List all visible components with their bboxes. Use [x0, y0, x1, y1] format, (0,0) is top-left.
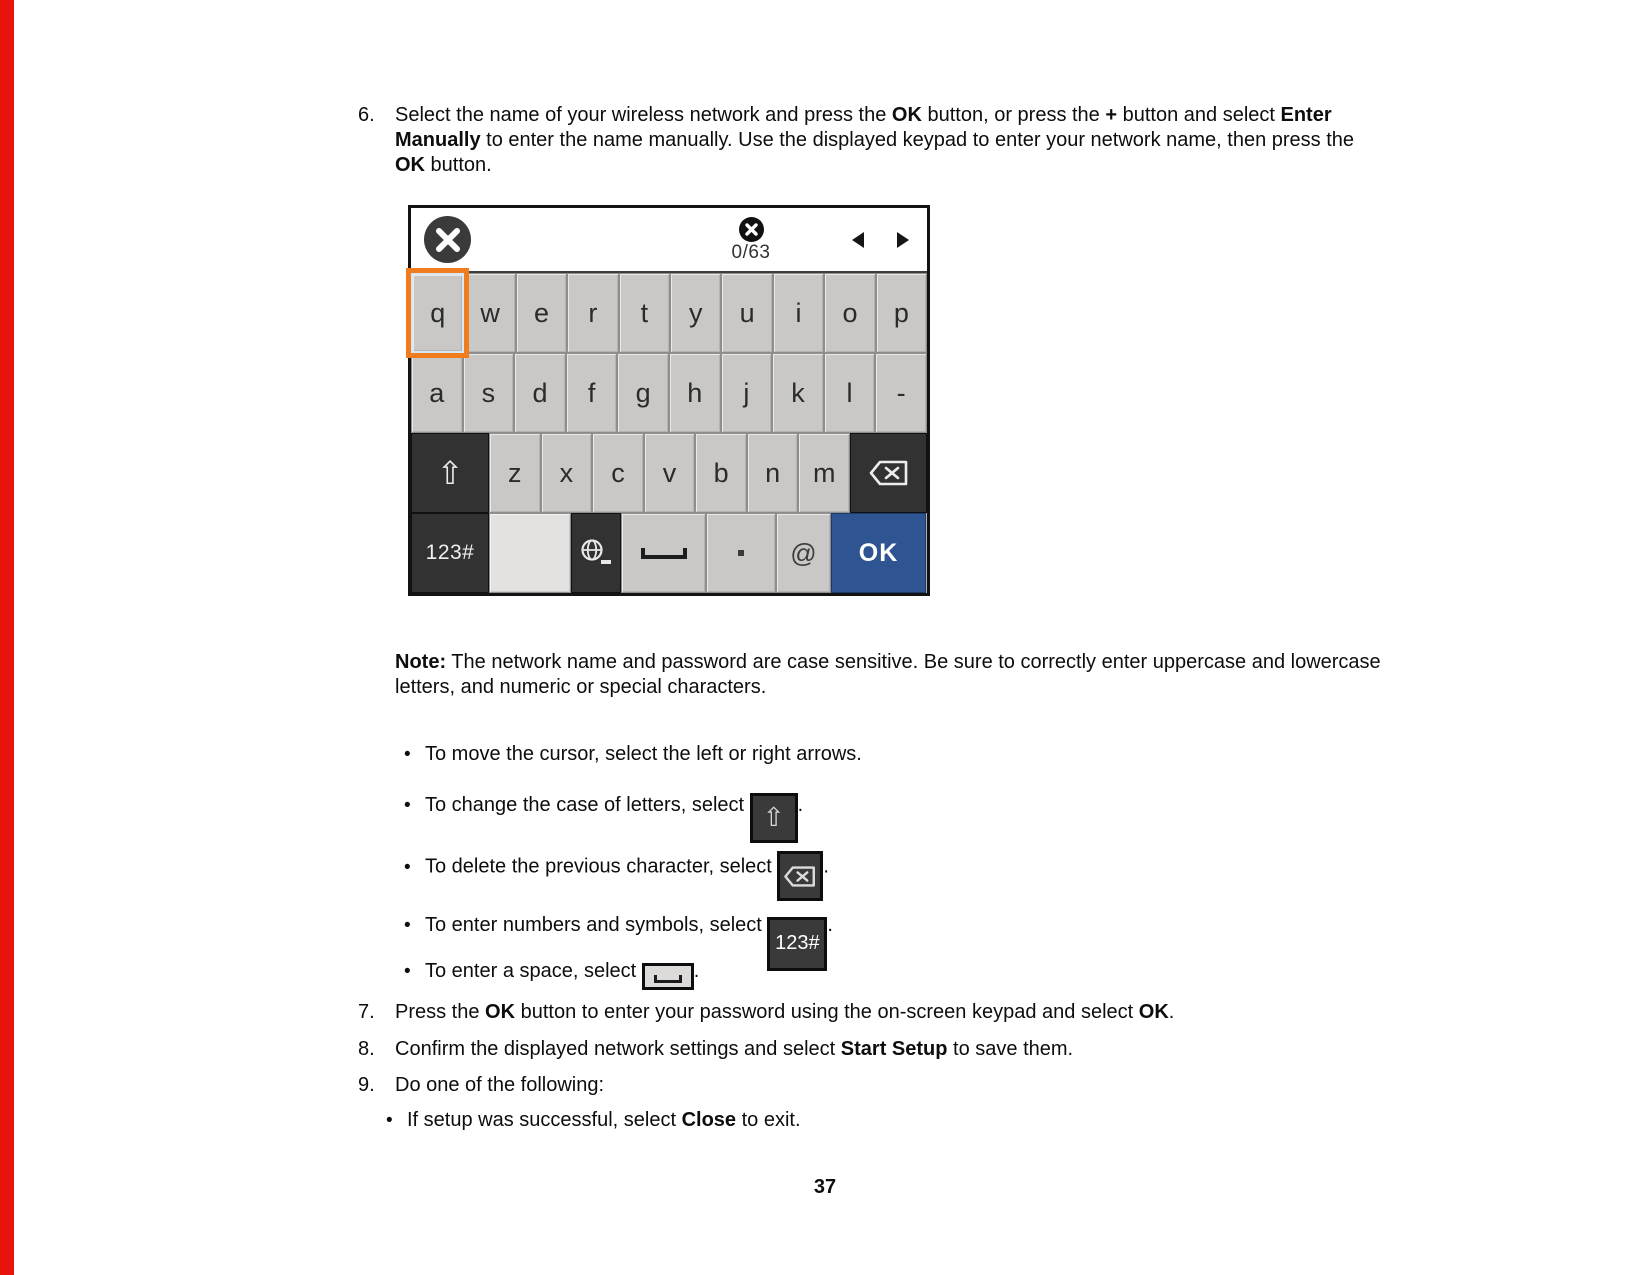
step-9: 9. Do one of the following: — [358, 1074, 605, 1096]
key-x[interactable]: x — [541, 433, 593, 513]
backspace-icon — [868, 459, 910, 487]
shift-key[interactable] — [411, 433, 489, 513]
ok-key[interactable]: OK — [831, 513, 926, 593]
key-w[interactable]: w — [464, 273, 515, 353]
cursor-left-icon[interactable] — [852, 232, 864, 248]
shift-icon: ⇧ — [436, 454, 464, 492]
key-v[interactable]: v — [644, 433, 696, 513]
globe-icon — [579, 538, 613, 568]
close-icon[interactable] — [424, 216, 471, 263]
backspace-key[interactable] — [850, 433, 927, 513]
char-counter: 0/63 — [731, 242, 771, 263]
key-row-1 — [411, 273, 927, 353]
page-number: 37 — [813, 1176, 837, 1198]
numbers-key[interactable]: 123# — [411, 513, 489, 593]
key-e[interactable]: e — [516, 273, 567, 353]
cursor-right-icon[interactable] — [897, 232, 909, 248]
key--[interactable]: - — [875, 353, 927, 433]
key-c[interactable]: c — [592, 433, 644, 513]
bullet-setup-successful: • If setup was successful, select Close to exit. — [386, 1108, 801, 1133]
key-a[interactable]: a — [411, 353, 463, 433]
step-9-number: 9. — [358, 1074, 375, 1096]
space-key[interactable] — [621, 513, 706, 593]
key-row-3 — [411, 433, 927, 513]
key-y[interactable]: y — [670, 273, 721, 353]
space-key-icon[interactable] — [642, 963, 694, 990]
step-8: 8. Confirm the displayed network settings and select Start Setup to save them. — [358, 1038, 1074, 1060]
key-b[interactable]: b — [695, 433, 747, 513]
space-glyph-icon — [654, 975, 682, 983]
period-dot-icon — [738, 550, 744, 556]
period-key[interactable] — [706, 513, 776, 593]
note-paragraph: Note: The network name and password are case sensitive. Be sure to correctly enter uppercase and lowercase letters, and numeric or special characters. — [395, 651, 1381, 698]
bullet-move-cursor: • To move the cursor, select the left or right arrows. — [404, 742, 862, 767]
key-r[interactable]: r — [567, 273, 618, 353]
at-key[interactable]: @ — [776, 513, 831, 593]
key-z[interactable]: z — [489, 433, 541, 513]
step-6-number: 6. — [358, 104, 375, 126]
key-row-2 — [411, 353, 927, 433]
key-t[interactable]: t — [619, 273, 670, 353]
key-l[interactable]: l — [824, 353, 876, 433]
lcd-keypad-screenshot — [408, 205, 930, 596]
step-6-text: Select the name of your wireless network and press the OK button, or press the + button and select Enter Manually to enter the name manually. Use the displayed keypad to enter your network name, then press the OK button. — [395, 104, 1355, 176]
backspace-key-icon[interactable] — [777, 851, 823, 901]
key-i[interactable]: i — [773, 273, 824, 353]
step-7-number: 7. — [358, 1001, 375, 1023]
bullet-change-case: • To change the case of letters, select ⇧ . — [404, 793, 803, 843]
key-h[interactable]: h — [669, 353, 721, 433]
blank-key[interactable] — [489, 513, 571, 593]
key-n[interactable]: n — [747, 433, 799, 513]
bullet-space: • To enter a space, select . — [404, 959, 699, 990]
bullet-delete-char: • To delete the previous character, select . — [404, 851, 829, 901]
bullet-numbers-symbols: • To enter numbers and symbols, select 123#. — [404, 913, 833, 971]
step-6 — [358, 103, 1387, 178]
numbers-key-icon[interactable]: 123# — [767, 917, 827, 971]
key-f[interactable]: f — [566, 353, 618, 433]
key-j[interactable]: j — [721, 353, 773, 433]
space-icon — [641, 548, 687, 559]
shift-key-icon[interactable]: ⇧ — [750, 793, 798, 843]
key-k[interactable]: k — [772, 353, 824, 433]
clear-text-icon[interactable] — [739, 217, 764, 242]
key-d[interactable]: d — [514, 353, 566, 433]
globe-key[interactable] — [571, 513, 621, 593]
key-m[interactable]: m — [798, 433, 850, 513]
key-o[interactable]: o — [824, 273, 875, 353]
keypad-keys — [411, 273, 927, 593]
key-g[interactable]: g — [617, 353, 669, 433]
key-s[interactable]: s — [463, 353, 515, 433]
left-edge-strip — [0, 0, 14, 1275]
keypad-topbar — [411, 208, 927, 273]
input-counter-area — [713, 217, 789, 264]
key-p[interactable]: p — [876, 273, 927, 353]
key-u[interactable]: u — [721, 273, 772, 353]
key-q[interactable]: q — [411, 273, 464, 353]
key-row-4 — [411, 513, 927, 593]
step-8-number: 8. — [358, 1038, 375, 1060]
step-7: 7. Press the OK button to enter your password using the on-screen keypad and select OK. — [358, 1001, 1175, 1023]
